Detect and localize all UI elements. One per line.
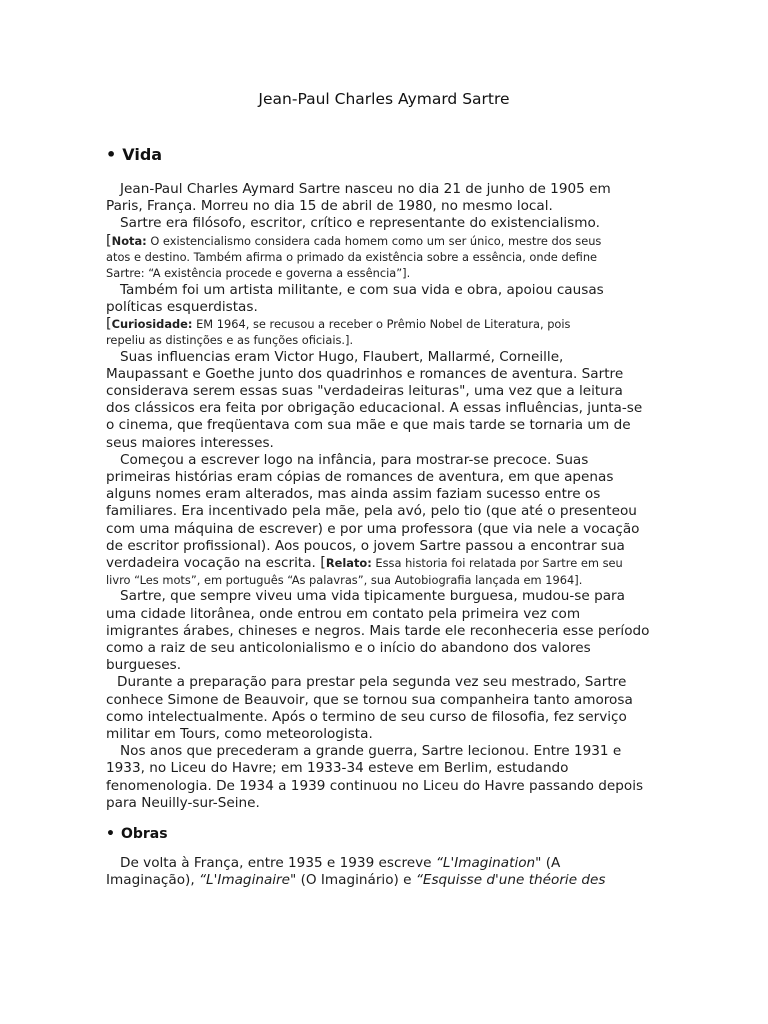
section-label: Obras — [120, 826, 168, 842]
nota-line: Sartre: “A existência procede e governa a essência”]. — [106, 266, 411, 281]
paragraph-line: primeiras histórias eram cópias de romances de aventura, em que apenas — [106, 468, 614, 485]
paragraph-line: Suas influencias eram Victor Hugo, Flaubert, Mallarmé, Corneille, — [120, 348, 564, 365]
paragraph-line: como intelectualmente. Após o termino de seu curso de filosofia, fez serviço — [106, 708, 627, 725]
nota-line: atos e destino. Também afirma o primado da existência sobre a essência, onde define — [106, 249, 598, 264]
paragraph-line: Imaginação), “L'Imaginaire" (O Imaginário) e “Esquisse d'une théorie des — [106, 872, 606, 889]
paragraph-line: Também foi um artista militante, e com sua vida e obra, apoiou causas — [120, 281, 604, 298]
paragraph-line: políticas esquerdistas. — [106, 298, 258, 315]
paragraph-line: Nos anos que precederam a grande guerra, Sartre lecionou. Entre 1931 e — [120, 743, 622, 760]
relato-note: [Relato: Essa historia foi relatada por Sartre em seu — [320, 554, 623, 571]
paragraph-line: familiares. Era incentivado pela mãe, pela avó, pelo tio (que até o presenteou — [106, 503, 637, 520]
relato-line: livro “Les mots”, em português “As palavras”, sua Autobiografia lançada em 1964]. — [106, 573, 583, 588]
nota-line: [Nota: O existencialismo considera cada homem como um ser único, mestre dos seus — [106, 232, 602, 249]
work-title: “Esquisse d'une théorie des — [415, 872, 606, 889]
paragraph-line: conhece Simone de Beauvoir, que se tornou sua companheira tanto amorosa — [106, 691, 633, 708]
nota-label: Nota: — [111, 233, 147, 248]
paragraph-line: imigrantes árabes, chineses e negros. Mais tarde ele reconheceria esse período — [106, 622, 650, 639]
paragraph-line: verdadeira vocação na escrita. [Relato: Essa historia foi relatada por Sartre em seu — [106, 554, 623, 571]
curiosidade-line: [Curiosidade: EM 1964, se recusou a receber o Prêmio Nobel de Literatura, pois — [106, 315, 571, 332]
paragraph-line: Começou a escrever logo na infância, para mostrar-se precoce. Suas — [120, 451, 589, 468]
paragraph-line: De volta à França, entre 1935 e 1939 escreve “L'Imagination" (A — [120, 855, 561, 871]
paragraph-line: 1933, no Liceu do Havre; em 1933-34 esteve em Berlim, estudando — [106, 760, 569, 777]
paragraph-line: dos clássicos era feita por obrigação educacional. A essas influências, junta-se — [106, 400, 643, 417]
paragraph-line: Paris, França. Morreu no dia 15 de abril de 1980, no mesmo local. — [106, 198, 553, 215]
paragraph-line: Maupassant e Goethe junto dos quadrinhos e romances de aventura. Sartre — [106, 365, 624, 382]
bullet: • — [106, 826, 115, 842]
paragraph-line: de escritor profissional). Aos poucos, o jovem Sartre passou a encontrar sua — [106, 537, 625, 554]
paragraph-line: Durante a preparação para prestar pela segunda vez seu mestrado, Sartre — [117, 674, 627, 691]
page-title: Jean-Paul Charles Aymard Sartre — [258, 90, 510, 108]
work-title: “L'Imagination — [435, 855, 536, 871]
paragraph-line: fenomenologia. De 1934 a 1939 continuou no Liceu do Havre passando depois — [106, 777, 644, 794]
paragraph-line: o cinema, que freqüentava com sua mãe e que mais tarde se tornaria um de — [106, 417, 631, 434]
section-heading-obras — [106, 826, 168, 842]
paragraph-line: para Neuilly-sur-Seine. — [106, 794, 260, 811]
paragraph-line: militar em Tours, como meteorologista. — [106, 726, 373, 743]
paragraph-line: Sartre era filósofo, escritor, crítico e representante do existencialismo. — [120, 215, 600, 232]
paragraph-line: seus maiores interesses. — [106, 434, 274, 451]
paragraph-line: considerava serem essas suas "verdadeiras leituras", uma vez que a leitura — [106, 382, 623, 399]
relato-label: Relato: — [325, 555, 372, 570]
paragraph-line: com uma máquina de escrever) e por uma professora (que via nele a vocação — [106, 520, 640, 537]
paragraph-line: uma cidade litorânea, onde entrou em contato pela primeira vez com — [106, 605, 581, 622]
curiosidade-label: Curiosidade: — [111, 316, 193, 331]
bullet: • — [106, 145, 117, 164]
paragraph-line: como a raiz de seu anticolonialismo e o início do abandono dos valores — [106, 640, 591, 657]
obras-body — [106, 855, 666, 889]
work-title: “L'Imaginaire — [199, 872, 291, 889]
paragraph-line: alguns nomes eram alterados, mas ainda assim faziam sucesso entre os — [106, 486, 601, 503]
curiosidade-line: repeliu as distinções e as funções oficiais.]. — [106, 333, 354, 348]
section-heading-vida — [106, 145, 162, 164]
section-label: Vida — [122, 145, 163, 164]
paragraph-line: Sartre, que sempre viveu uma vida tipicamente burguesa, mudou-se para — [120, 588, 625, 605]
paragraph-line: Jean-Paul Charles Aymard Sartre nasceu no dia 21 de junho de 1905 em — [120, 181, 611, 197]
vida-body — [106, 181, 666, 812]
paragraph-line: burgueses. — [106, 657, 182, 674]
